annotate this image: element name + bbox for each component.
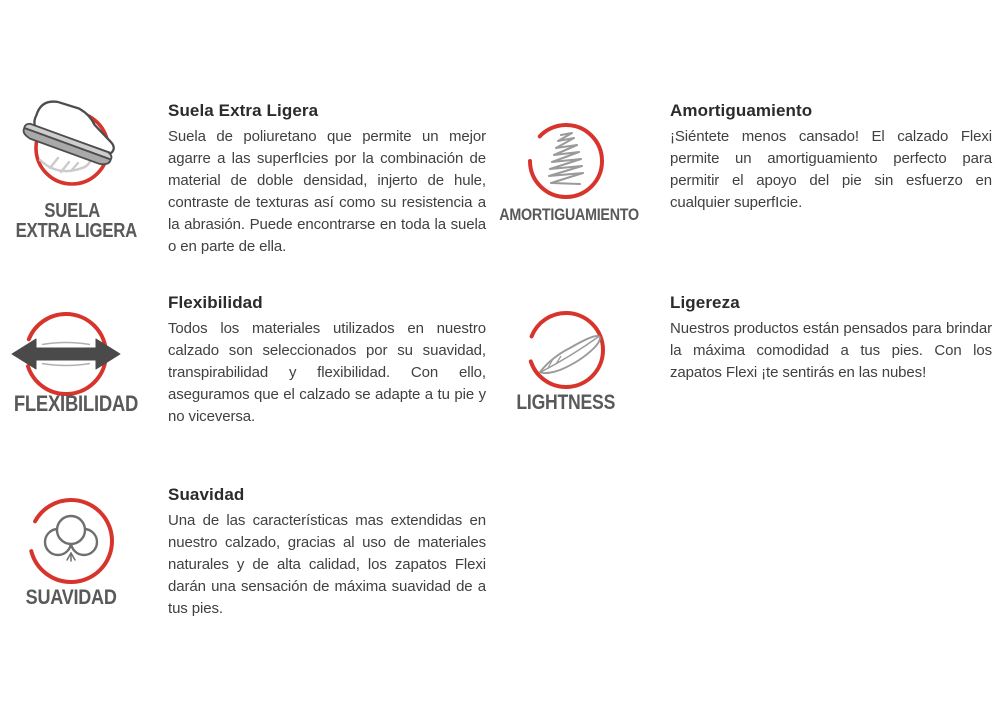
caption-line: SUAVIDAD [25,585,117,609]
feature-description: Una de las características mas extendidas en nuestro calzado, gracias al uso de materiales naturales y de alta calidad, los zapatos Flexi darán una sensación de máxima suavidad de a tus pies. [168,512,486,617]
spring-icon [527,122,605,200]
double-arrow-icon [10,311,122,397]
caption-line: EXTRA LIGERA [15,220,137,242]
caption-suavidad [6,587,136,607]
caption-line: FLEXIBILIDAD [13,391,139,416]
feature-flexibilidad-text [168,293,486,428]
feature-amortiguamiento-icon-wrap [527,122,605,200]
feature-description: Todos los materiales utilizados en nuestro calzado son seleccionados por su suavidad, transpirabilidad y flexibilidad. Con ello, aseguramos que el calzado se adapte a tu pie y no viceversa. [168,320,486,425]
caption-suela-extra-ligera [4,201,140,241]
feature-suavidad-text [168,485,486,620]
feature-description: Nuestros productos están pensados para brindar la máxima comodidad a tus pies. Con los zapatos Flexi ¡te sentirás en las nubes! [670,320,992,381]
feature-title: Suavidad [168,485,245,504]
feather-icon [526,310,606,390]
feature-description: ¡Siéntete menos cansado! El calzado Flexi permite un amortiguamiento perfecto para permitir el apoyo del pie sin esfuerzo en cualquier superfIcie. [670,128,992,211]
feature-suavidad-icon-wrap [27,497,115,585]
shoe-sole-icon [20,98,130,198]
feature-ligereza-text [670,293,992,384]
feather-under-sole [40,158,91,172]
feature-suela-icon-wrap [20,98,130,198]
feature-title: Flexibilidad [168,293,263,312]
caption-flexibilidad [2,391,139,416]
feature-title: Amortiguamiento [670,101,813,120]
feature-amortiguamiento-text [670,101,992,214]
caption-lightness [486,393,646,413]
cotton-icon [27,497,115,585]
feature-suela-text [168,101,486,258]
feature-flexibilidad-icon-wrap [10,311,122,397]
feature-title: Ligereza [670,293,740,312]
feature-ligereza-icon-wrap [526,310,606,390]
caption-line: AMORTIGUAMIENTO [499,205,639,224]
caption-amortiguamiento [486,205,646,225]
caption-line: LIGHTNESS [516,391,616,414]
feature-title: Suela Extra Ligera [168,101,319,120]
caption-line: SUELA [44,200,100,222]
feature-description: Suela de poliuretano que permite un mejor agarre a las superfIcies por la combinación de material de doble densidad, injerto de hule, contraste de texturas así como su resistencia a la abrasión. Puede encontrarse en toda la suela o en parte de ella. [168,128,486,255]
